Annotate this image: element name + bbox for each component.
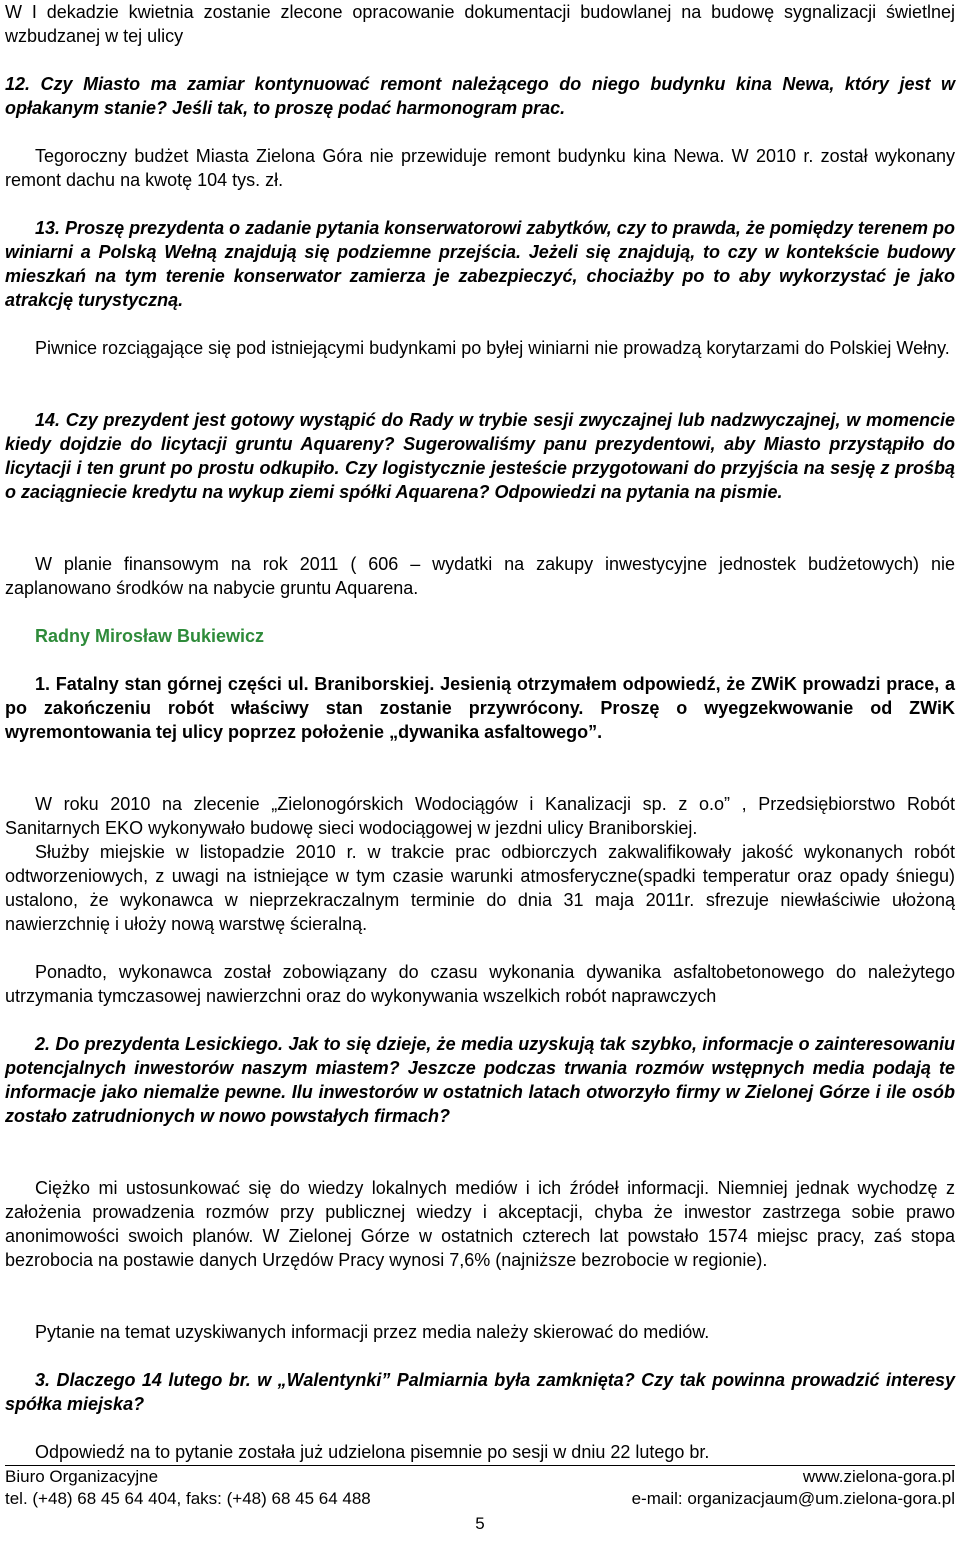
question-2: 2. Do prezydenta Lesickiego. Jak to się dzieje, że media uzyskują tak szybko, informacje o zainteresowaniu potencjalnych inwestorów naszym miastem? Jeszcze podczas trwania rozmów wstępnych media podają te informacje jako niemalże pewne. Ilu inwestorów w ostatnich latach otworzyło firmy w Zielonej Górze i ile osób zostało zatrudnionych w nowo powstałych firmach? xyxy=(5,1034,955,1126)
question-3: 3. Dlaczego 14 lutego br. w „Walentynki” Palmiarnia była zamknięta? Czy tak powinna prowadzić interesy spółka miejska? xyxy=(5,1370,955,1414)
answer-3: Odpowiedź na to pytanie została już udzielona pisemnie po sesji w dniu 22 lutego br. xyxy=(35,1442,710,1462)
councillor-heading: Radny Mirosław Bukiewicz xyxy=(35,626,265,646)
intro-paragraph: W I dekadzie kwietnia zostanie zlecone opracowanie dokumentacji budowlanej na budowę sygnalizacji świetlnej wzbudzanej w tej ulicy xyxy=(5,2,955,46)
answer-1-part-c: Ponadto, wykonawca został zobowiązany do czasu wykonania dywanika asfaltobetonowego do należytego utrzymania tymczasowej nawierzchni oraz do wykonywania wszelkich robót naprawczych xyxy=(5,962,955,1006)
answer-12: Tegoroczny budżet Miasta Zielona Góra nie przewiduje remont budynku kina Newa. W 2010 r. został wykonany remont dachu na kwotę 104 tys. zł. xyxy=(5,146,955,190)
question-1: 1. Fatalny stan górnej części ul. Braniborskiej. Jesienią otrzymałem odpowiedź, że ZWiK prowadzi prace, a po zakończeniu robót właściwy stan zostanie przywrócony. Proszę o wyegzekwowanie od ZWiK wyremontowania tej ulicy poprzez położenie „dywanika asfaltowego”. xyxy=(5,674,955,742)
question-13: 13. Proszę prezydenta o zadanie pytania konserwatorowi zabytków, czy to prawda, że pomiędzy terenem po winiarni a Polską Wełną znajdują się podziemne przejścia. Jeżeli się znajdują, to czy w kontekście budowy mieszkań na tym terenie konserwator zamierza je zabezpieczyć, chociażby po to aby wykorzystać je jako atrakcję turystyczną. xyxy=(5,218,955,310)
footer-row-2 xyxy=(5,1488,955,1510)
footer-phone: tel. (+48) 68 45 64 404, faks: (+48) 68 45 64 488 xyxy=(5,1489,371,1508)
answer-2-part-a: Ciężko mi ustosunkować się do wiedzy lokalnych mediów i ich źródeł informacji. Niemniej jednak wychodzę z założenia prowadzenia rozmów przy publicznej wiedzy i akceptacji, chyba że inwestor zastrzega sobie prawo anonimowości swoich planów. W Zielonej Górze w ostatnich czterech lat powstało 1574 miejsc pracy, zaś stopa bezrobocia na postawie danych Urzędów Pracy wynosi 7,6% (najniższe bezrobocie w regionie). xyxy=(5,1178,955,1270)
answer-1-part-b: Służby miejskie w listopadzie 2010 r. w trakcie prac odbiorczych zakwalifikowały jakość wykonanych robót odtworzeniowych, z uwagi na istniejące w tym czasie warunki atmosferyczne(spadki temperatur oraz opady śniegu) ustalono, że wykonawca w nieprzekraczalnym terminie do dnia 31 maja 2011r. sfrezuje niewłaściwie ułożoną nawierzchnię i ułoży nową warstwę ścieralną. xyxy=(5,842,955,934)
question-14: 14. Czy prezydent jest gotowy wystąpić do Rady w trybie sesji zwyczajnej lub nadzwyczajnej, w momencie kiedy dojdzie do licytacji gruntu Aquareny? Sugerowaliśmy panu prezydentowi, aby Miasto przystąpiło do licytacji i ten grunt po prostu odkupiło. Czy logistycznie jesteście przygotowani do przyjścia na sesję z prośbą o zaciągniecie kredytu na wykup ziemi spółki Aquarena? Odpowiedzi na pytania na pismie. xyxy=(5,410,955,502)
answer-1-part-a: W roku 2010 na zlecenie „Zielonogórskich Wodociągów i Kanalizacji sp. z o.o” , Przedsiębiorstwo Robót Sanitarnych EKO wykonywało budowę sieci wodociągowej w jezdni ulicy Braniborskiej. xyxy=(5,794,955,838)
answer-13: Piwnice rozciągające się pod istniejącymi budynkami po byłej winiarni nie prowadzą korytarzami do Polskiej Wełny. xyxy=(35,338,950,358)
answer-2-part-b: Pytanie na temat uzyskiwanych informacji przez media należy skierować do mediów. xyxy=(35,1322,710,1342)
question-12: 12. Czy Miasto ma zamiar kontynuować remont należącego do niego budynku kina Newa, który jest w opłakanym stanie? Jeśli tak, to proszę podać harmonogram prac. xyxy=(5,74,955,118)
footer-website: www.zielona-gora.pl xyxy=(802,1467,955,1486)
footer-row-1 xyxy=(5,1466,955,1488)
footer-office: Biuro Organizacyjne xyxy=(5,1467,159,1486)
footer-email: e-mail: organizacjaum@um.zielona-gora.pl xyxy=(631,1489,955,1508)
answer-14: W planie finansowym na rok 2011 ( 606 – wydatki na zakupy inwestycyjne jednostek budżetowych) nie zaplanowano środków na nabycie gruntu Aquarena. xyxy=(5,554,955,598)
page-number: 5 xyxy=(475,1514,485,1533)
